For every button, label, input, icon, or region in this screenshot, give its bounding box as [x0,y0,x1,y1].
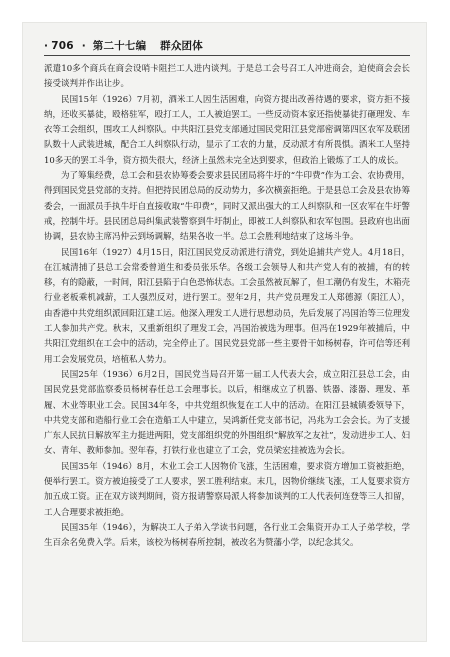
body-text [44,62,410,552]
paragraph-continuation: 派遣10多个商兵在商会设哨卡阻拦工人进内谈判。于是总工会号召工人冲进商会，迫使商会会长接受谈判并作出让步。 [44,64,410,90]
paragraph-1936-union: 民国25年（1936）6月2日，国民党当局召开第一届工人代表大会，成立阳江县总工会，由国民党县党部监察委员杨树春任总工会理事长。以后，相继成立了机器、铁器、漆器、理发、革履、木业等职业工会。民国34年冬，中共党组织恢复在工人中的活动。在阳江县城镇委领导下，中共党支部和造船行业工会在造船工人中建立，吴鸿新任党支部书记，冯兆为工会会长。为了支援广东人民抗日解放军主力挺进两阳，党支部组织党的外围组织“解放军之友社”，发动进步工人、妇女、青年、教师参加。翌年春，打铁行业也建立了工会，党员梁宏挂被选为会长。 [44,369,410,457]
header-bullet-right: · [81,40,86,52]
document-page [22,22,427,642]
section-title: 群众团体 [160,40,203,52]
paragraph-1927-purge: 民国16年（1927）4月15日，阳江国民党反动派进行清党，到处追捕共产党人。4月18日，在江城清捕了县总工会常委曾道生和委员张乐华。各级工会领导人和共产党人有的被捕，有的转移，有的隐蔽，一时间，阳江县陷于白色恐怖状态。工会虽然被瓦解了，但工潮仍有发生，木箱壳行业老板乘机减薪，工人强烈反对，进行罢工。翌年2月，共产党员理发工人郑德源（阳江人），由香港中共党组织派回阳江建工运。他深入理发工人进行思想动员，先后发展了冯国治等三位理发工人参加共产党。秋末，又重新组织了理发工会，冯国治被选为理事。但冯在1929年被捕后，中共阳江党组织在工会中的活动，完全停止了。国民党县党部一些主要骨干如杨树春，许可信等还利用工会发展党员，培植私人势力。 [44,247,410,365]
paragraph-cattle-market-fee: 为了筹集经费，总工会和县农协筹委会要求县民团局将牛圩的“牛印费”作为工会、农协费用，得到国民党县党部的支持。但把持民团总局的反动势力，多次横蛮拒绝。于是县总工会及县农协筹委会，一面派员手执牛圩自直接收取“牛印费”，同时又派出强大的工人纠察队和一区农军在牛圩警戒，控制牛圩。县民团总局纠集武装警察到牛圩制止，即被工人纠察队和农军包围。县政府也出面协调，县农协主席冯仲云到场调解，结果各收一半。总工会胜利地结束了这场斗争。 [44,171,410,243]
paragraph-1926-wine-rice-strike: 民国15年（1926）7月初，酒米工人因生活困难，向资方提出改善待遇的要求，资方拒不接纳，还收买暴徒，殴格驻军，殴打工人，工人被迫罢工。一些反动资本家还指使暴徒打砸理发、车衣等工会组织，围攻工人纠察队。中共阳江县党支部通过国民党阳江县党部密调第四区农军及联团队数十人武装进城，配合工人纠察队行动，显示了工农的力量，反动派才有所畏惧。酒米工人坚持10多天的罢工斗争，资方损失很大，经济上虽然未完全达到要求，但政治上锻炼了工人的成长。 [44,94,410,166]
scan-margin [430,0,450,657]
paragraph-1946-school: 民国35年（1946），为解决工人子弟入学读书问题，各行业工会集资开办工人子弟学校，学生百余名免费入学。后来，该校为杨树春所控制，被改名为赞藩小学，以纪念其父。 [44,522,410,549]
page-number: 706 [51,40,74,52]
chapter-title: 第二十七编 [92,40,147,52]
header-bullet-left: · [44,40,49,52]
running-header [44,38,404,53]
paragraph-1946-wood-strike: 民国35年（1946）8月，木业工会工人因物价飞涨，生活困难，要求资方增加工资被拒绝，便举行罢工。资方被迫接受了工人要求，罢工胜利结束。末几，因物价继续飞涨，工人复要求资方加五成工资。正在双方谈判期间，资方报请警察局派人将参加谈判的工人代表何连登等三人扣留，工人合理要求被拒绝。 [44,461,410,518]
header-rule [44,55,410,56]
